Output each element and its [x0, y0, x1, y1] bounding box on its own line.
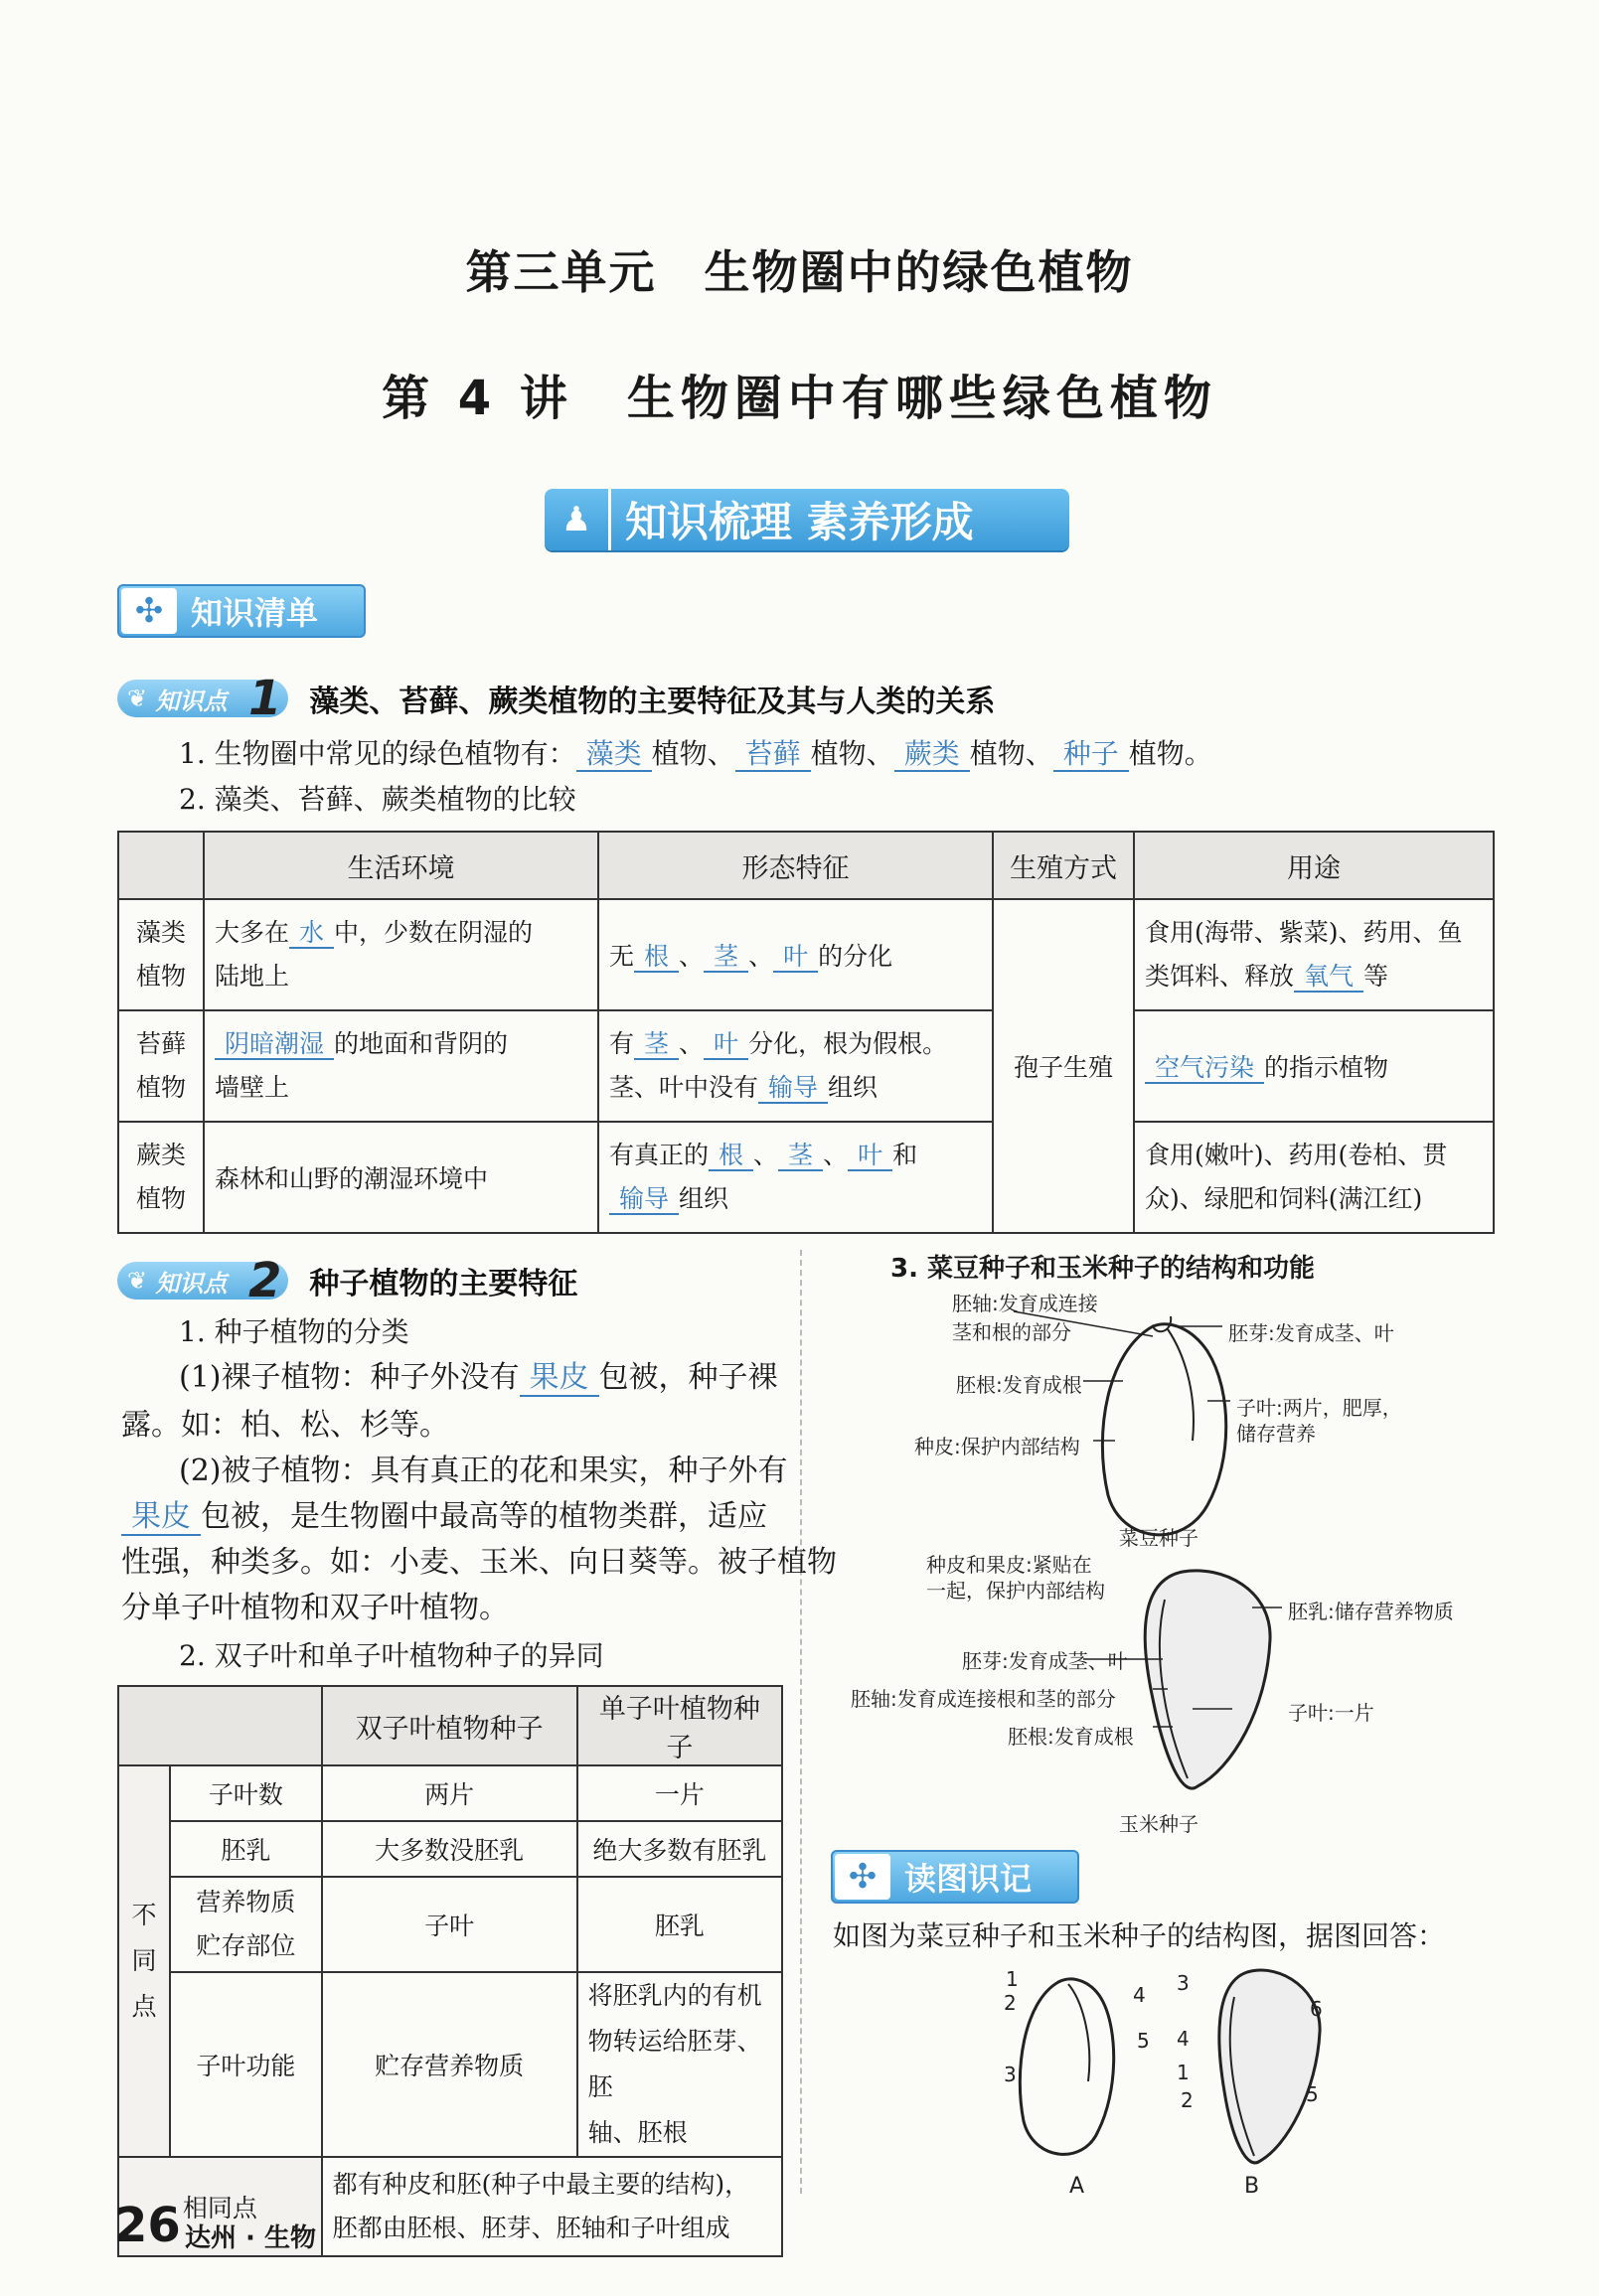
fig-a-inner — [1068, 1984, 1089, 2081]
fig-b-num-3: 3 — [1177, 1971, 1190, 1995]
corn-label-plumule: 胚芽:发育成茎、叶 — [962, 1649, 1128, 1673]
bean-caption: 菜豆种子 — [1119, 1526, 1199, 1550]
bean-label-plumule: 胚芽:发育成茎、叶 — [1228, 1321, 1394, 1345]
fig-b-num-1: 1 — [1177, 2061, 1190, 2084]
table-row — [118, 1010, 1494, 1122]
kp2-label: 知识点 — [155, 1269, 228, 1298]
cell: 子叶 — [322, 1877, 577, 1972]
answer-algae: 藻类 — [576, 737, 652, 772]
kp1-line1-prefix: 1. 生物圈中常见的绿色植物有： — [179, 737, 576, 770]
cell-form: 无 根 、 茎 、 叶 的分化 — [598, 899, 993, 1010]
seed-comparison-table — [117, 1685, 783, 2257]
fig-b-num-4: 4 — [1177, 2027, 1190, 2051]
fig-a-outline — [1020, 1979, 1113, 2154]
answer-fern: 蕨类 — [894, 737, 970, 772]
same-label: 相同点 — [118, 2157, 322, 2256]
bean-label-radicle: 胚根:发育成根 — [956, 1373, 1082, 1397]
fig-a-caption: A — [1069, 2174, 1085, 2199]
corn-caption: 玉米种子 — [1119, 1812, 1199, 1836]
read-diagram-tag — [831, 1850, 1079, 1904]
kp1-title: 藻类、苔藓、蕨类植物的主要特征及其与人类的关系 — [309, 685, 996, 719]
bean-inner-line — [1168, 1329, 1194, 1441]
col-form: 形态特征 — [598, 832, 993, 899]
kp2-sub1: 1. 种子植物的分类 — [179, 1315, 409, 1348]
row-name: 藻类 植物 — [118, 899, 204, 1010]
kp2-p2b: 果皮 包被，是生物圈中最高等的植物类群，适应 — [121, 1494, 767, 1540]
kp1-line2: 2. 藻类、苔藓、蕨类植物的比较 — [179, 783, 576, 816]
col-dicot: 双子叶植物种子 — [322, 1686, 577, 1765]
kp2-sub2: 2. 双子叶和单子叶植物种子的异同 — [179, 1639, 604, 1672]
column-divider — [800, 1250, 802, 2194]
right-sub3: 3. 菜豆种子和玉米种子的结构和功能 — [890, 1254, 1316, 1284]
row-key: 子叶数 — [170, 1765, 322, 1821]
bean-label-coat: 种皮:保护内部结构 — [914, 1435, 1080, 1458]
answer-moss: 苔藓 — [735, 737, 811, 772]
cell-use: 空气污染 的指示植物 — [1134, 1010, 1494, 1122]
corn-label-radicle: 胚根:发育成根 — [1008, 1725, 1134, 1749]
fig-b-num-5: 5 — [1306, 2082, 1319, 2106]
cell-use: 食用(海带、紫菜)、药用、鱼 类饵料、释放 氧气 等 — [1134, 899, 1494, 1010]
fig-a-num-2: 2 — [1004, 1991, 1017, 2015]
kp2-p1c: 露。如：柏、松、杉等。 — [121, 1408, 449, 1443]
row-key: 子叶功能 — [170, 1972, 322, 2157]
knowledge-point-2 — [117, 1253, 578, 1308]
kp1-number: 1 — [248, 671, 282, 726]
fig-a-num-4: 4 — [1133, 1983, 1146, 2007]
kp2-p1a: (1)裸子植物：种子外没有 果皮 包被，种子裸 — [179, 1360, 778, 1395]
fig-b-num-2: 2 — [1181, 2088, 1194, 2112]
section-banner — [545, 489, 1069, 550]
same-cell: 都有种皮和胚(种子中最主要的结构)， 胚都由胚根、胚芽、胚轴和子叶组成 — [322, 2157, 782, 2256]
table-row — [118, 1877, 782, 1972]
cell-form: 有真正的 根 、 茎 、 叶 和 输导 组织 — [598, 1122, 993, 1233]
bean-label-cotyledon: 子叶:两片，肥厚， 储存营养 — [1236, 1396, 1402, 1446]
cell: 大多数没胚乳 — [322, 1821, 577, 1877]
row-key: 营养物质 贮存部位 — [170, 1877, 322, 1972]
text: 植物、 — [651, 737, 735, 770]
footer-label: 达州 · 生物 — [185, 2223, 316, 2253]
col-reproduction: 生殖方式 — [993, 832, 1134, 899]
table-row — [118, 1972, 782, 2157]
cell-env: 阴暗潮湿 的地面和背阴的 墙壁上 — [204, 1010, 598, 1122]
cell: 一片 — [577, 1765, 782, 1821]
cell-repro: 孢子生殖 — [993, 899, 1134, 1233]
kp1-line1 — [179, 731, 1212, 777]
col-use: 用途 — [1134, 832, 1494, 899]
page-number: 26 — [114, 2198, 181, 2253]
lecture-title: 第 4 讲 生物圈中有哪些绿色植物 — [382, 371, 1217, 426]
bean-label-hypocotyl: 胚轴:发育成连接 茎和根的部分 — [952, 1292, 1098, 1344]
text: 植物、 — [810, 737, 894, 770]
col-monocot: 单子叶植物种子 — [577, 1686, 782, 1765]
row-name: 苔藓 植物 — [118, 1010, 204, 1122]
leaf-icon: ❦ — [127, 685, 156, 712]
compress-arrows-icon: ✣ — [835, 1854, 890, 1900]
table-row — [118, 1821, 782, 1877]
cell-form: 有 茎 、 叶 分化，根为假根。 茎、叶中没有 输导 组织 — [598, 1010, 993, 1122]
cell-use: 食用(嫩叶)、药用(卷柏、贯 众)、绿肥和饲料(满江红) — [1134, 1122, 1494, 1233]
knowledge-list-tag — [117, 584, 366, 638]
table-corner — [118, 832, 204, 899]
read-question: 如图为菜豆种子和玉米种子的结构图，据图回答： — [833, 1919, 1446, 1952]
cell-env: 森林和山野的潮湿环境中 — [204, 1122, 598, 1233]
row-name: 蕨类 植物 — [118, 1122, 204, 1233]
cell: 绝大多数有胚乳 — [577, 1821, 782, 1877]
banner-label: 知识梳理 素养形成 — [625, 498, 974, 546]
knowledge-list-label: 知识清单 — [191, 594, 319, 632]
table-corner — [118, 1686, 322, 1765]
text: 植物。 — [1128, 737, 1212, 770]
kp2-number: 2 — [248, 1253, 282, 1308]
comparison-table — [117, 831, 1495, 1234]
diff-label: 不同点 — [118, 1765, 170, 2157]
bean-outline — [1102, 1324, 1225, 1535]
kp2-p2c: 性强，种类多。如：小麦、玉米、向日葵等。被子植物 — [121, 1545, 837, 1580]
answer-seed: 种子 — [1053, 737, 1129, 772]
person-icon: ♟ — [545, 489, 611, 550]
cell: 两片 — [322, 1765, 577, 1821]
fig-a-num-1: 1 — [1006, 1967, 1019, 1991]
kp1-label: 知识点 — [155, 687, 228, 715]
table-row — [118, 1122, 1494, 1233]
kp2-p2a: (2)被子植物：具有真正的花和果实，种子外有 — [179, 1454, 788, 1488]
knowledge-point-1 — [117, 671, 996, 726]
table-row — [118, 899, 1494, 1010]
row-key: 胚乳 — [170, 1821, 322, 1877]
fig-b-num-6: 6 — [1310, 1997, 1323, 2021]
corn-label-hypocotyl: 胚轴:发育成连接根和茎的部分 — [851, 1687, 1116, 1711]
fig-a-num-5: 5 — [1137, 2029, 1150, 2053]
cell: 将胚乳内的有机 物转运给胚芽、胚 轴、胚根 — [577, 1972, 782, 2157]
kp2-title: 种子植物的主要特征 — [309, 1267, 578, 1301]
compress-arrows-icon: ✣ — [121, 588, 177, 634]
kp2-p2d: 分单子叶植物和双子叶植物。 — [121, 1591, 509, 1625]
col-environment: 生活环境 — [204, 832, 598, 899]
text: 植物、 — [969, 737, 1053, 770]
table-row — [118, 1765, 782, 1821]
fig-b-caption: B — [1244, 2174, 1260, 2199]
fig-a-num-3: 3 — [1004, 2063, 1017, 2086]
cell: 贮存营养物质 — [322, 1972, 577, 2157]
cell-env: 大多在 水 中，少数在阴湿的 陆地上 — [204, 899, 598, 1010]
cell: 胚乳 — [577, 1877, 782, 1972]
corn-label-cotyledon: 子叶:一片 — [1288, 1701, 1374, 1725]
corn-label-endosperm: 胚乳:储存营养物质 — [1288, 1600, 1454, 1623]
read-diagram-label: 读图识记 — [904, 1860, 1033, 1898]
unit-title: 第三单元 生物圈中的绿色植物 — [465, 245, 1134, 299]
leaf-icon: ❦ — [127, 1267, 156, 1295]
corn-label-coat: 种皮和果皮:紧贴在 一起，保护内部结构 — [926, 1553, 1105, 1603]
